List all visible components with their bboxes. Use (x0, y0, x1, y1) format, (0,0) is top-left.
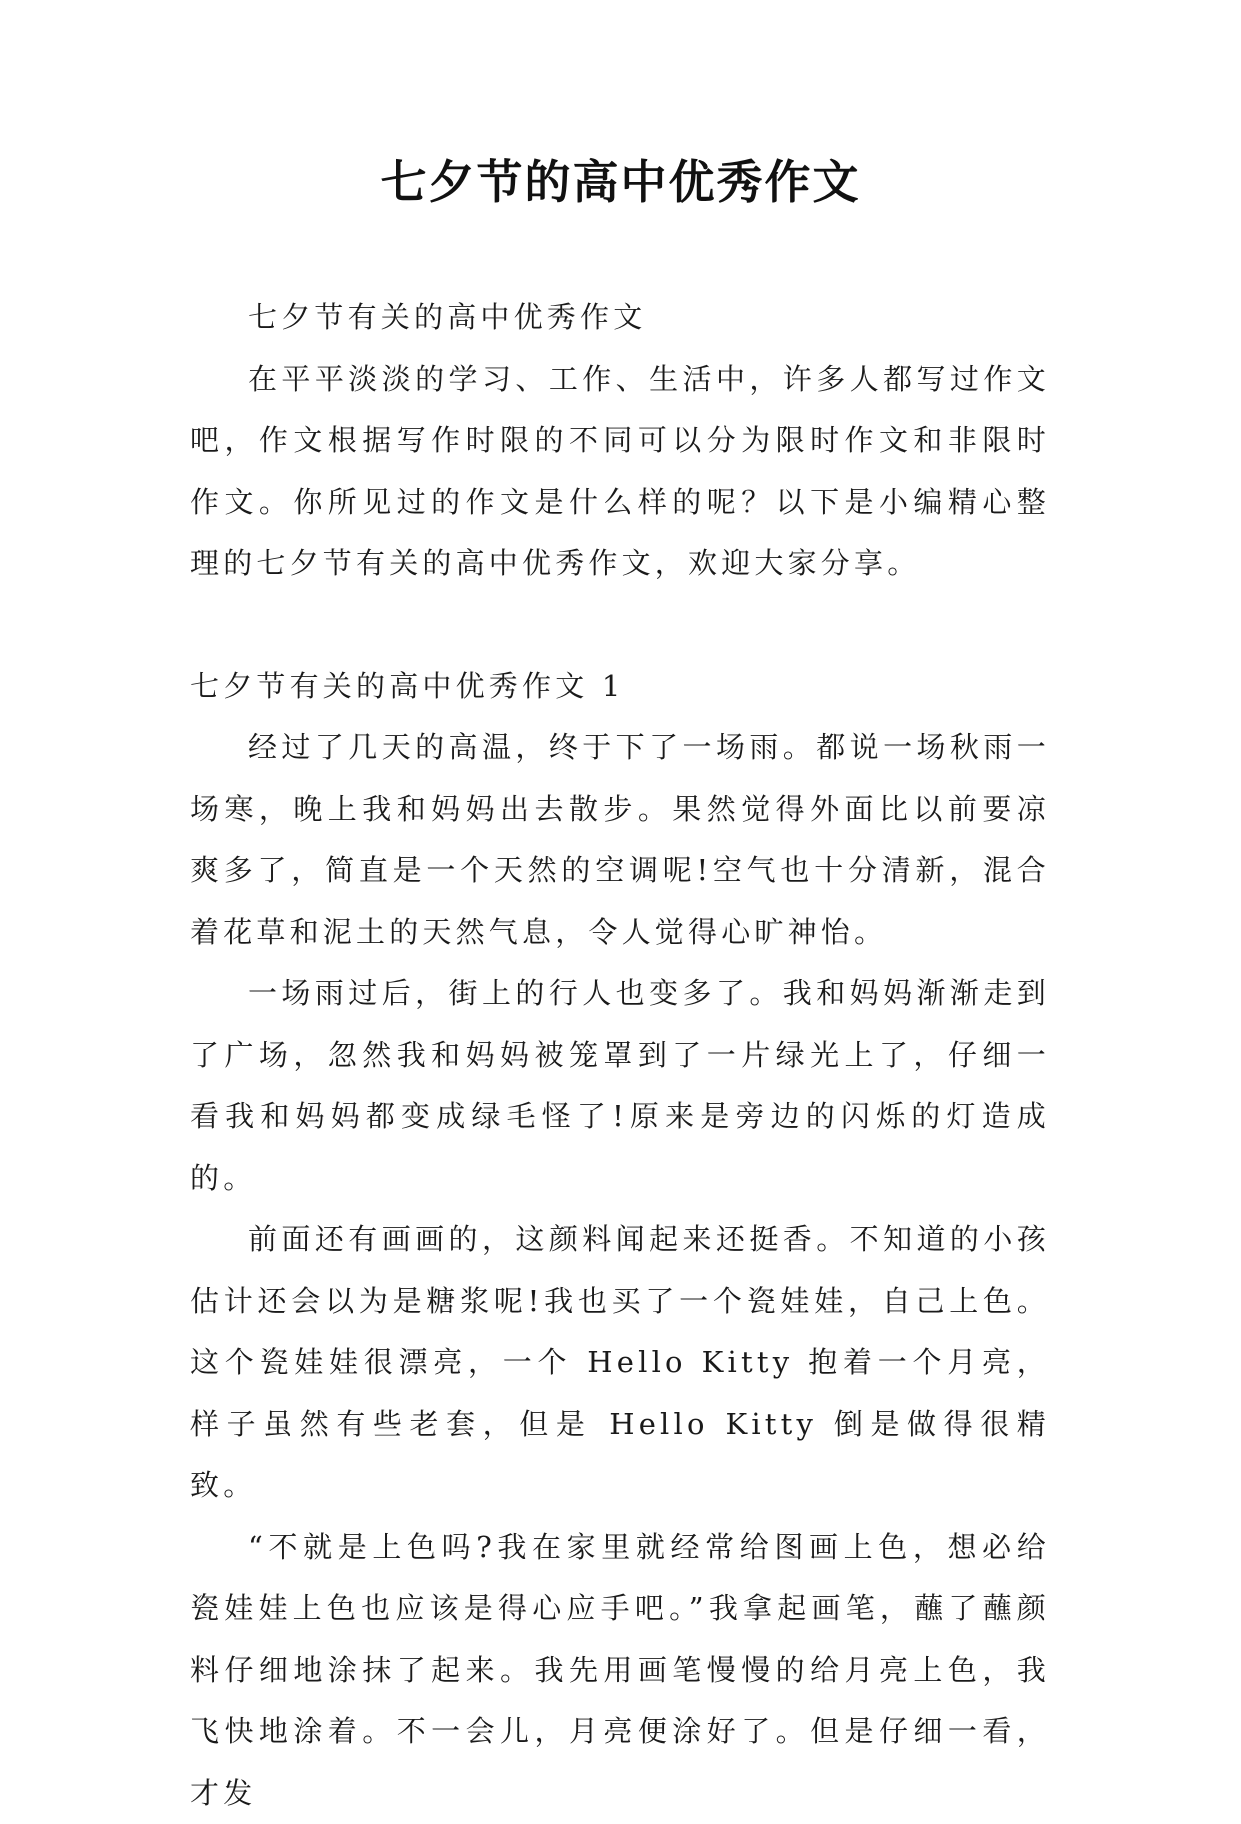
body-paragraph-3: 前面还有画画的，这颜料闻起来还挺香。不知道的小孩估计还会以为是糖浆呢!我也买了一个瓷娃娃，自己上色。这个瓷娃娃很漂亮，一个 Hello Kitty 抱着一个月亮，样子虽然有些老套，但是 Hello Kitty 倒是做得很精致。 (190, 1209, 1050, 1517)
document-title: 七夕节的高中优秀作文 (0, 150, 1241, 214)
document-body (190, 287, 1050, 1824)
paragraph-spacer (190, 595, 1050, 656)
body-paragraph-2: 一场雨过后，街上的行人也变多了。我和妈妈渐渐走到了广场，忽然我和妈妈被笼罩到了一片绿光上了，仔细一看我和妈妈都变成绿毛怪了!原来是旁边的闪烁的灯造成的。 (190, 963, 1050, 1209)
intro-heading: 七夕节有关的高中优秀作文 (190, 287, 1050, 349)
intro-paragraph: 在平平淡淡的学习、工作、生活中，许多人都写过作文吧，作文根据写作时限的不同可以分为限时作文和非限时作文。你所见过的作文是什么样的呢？以下是小编精心整理的七夕节有关的高中优秀作文，欢迎大家分享。 (190, 349, 1050, 595)
body-paragraph-4: “不就是上色吗?我在家里就经常给图画上色，想必给瓷娃娃上色也应该是得心应手吧。”我拿起画笔，蘸了蘸颜料仔细地涂抹了起来。我先用画笔慢慢的给月亮上色，我飞快地涂着。不一会儿，月亮便涂好了。但是仔细一看，才发 (190, 1517, 1050, 1824)
body-paragraph-1: 经过了几天的高温，终于下了一场雨。都说一场秋雨一场寒，晚上我和妈妈出去散步。果然觉得外面比以前要凉爽多了，简直是一个天然的空调呢!空气也十分清新，混合着花草和泥土的天然气息，令人觉得心旷神怡。 (190, 717, 1050, 963)
section-heading: 七夕节有关的高中优秀作文 1 (190, 656, 1050, 718)
